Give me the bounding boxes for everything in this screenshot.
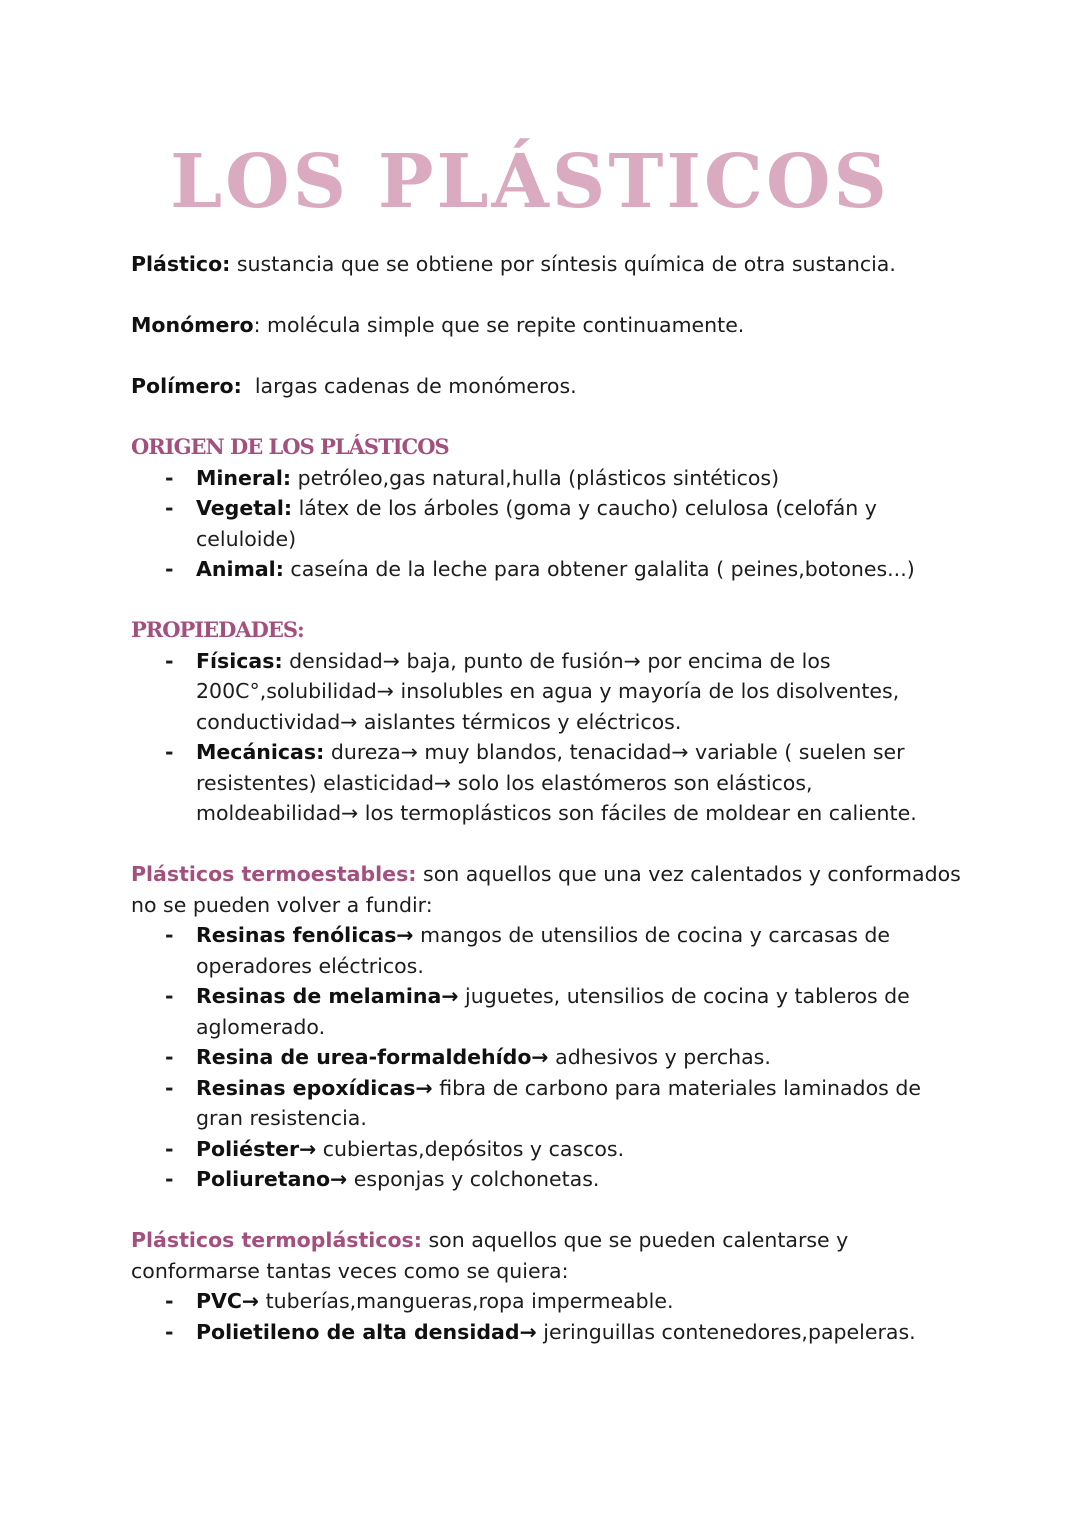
item-term: Mineral: <box>196 465 292 490</box>
definition-monomero <box>131 310 961 341</box>
list-item <box>131 1164 961 1195</box>
list-item <box>131 646 961 738</box>
section-heading-properties: PROPIEDADES: <box>131 617 304 642</box>
definition-text: largas cadenas de monómeros. <box>241 374 577 398</box>
item-text: esponjas y colchonetas. <box>347 1167 600 1191</box>
list-item <box>131 463 961 494</box>
item-text: juguetes, utensilios de cocina y tableros de aglomerado. <box>196 984 910 1039</box>
thermosets-list <box>131 920 961 1195</box>
item-term: Resina de urea-formaldehído→ <box>196 1045 549 1069</box>
thermoplastics-intro <box>131 1225 961 1286</box>
item-text: látex de los árboles (goma y caucho) celulosa (celofán y celuloide) <box>196 496 877 551</box>
item-text: dureza→ muy blandos, tenacidad→ variable ( suelen ser resistentes) elasticidad→ solo los elastómeros son elásticos, moldeabilidad→ los termoplásticos son fáciles de moldear en caliente. <box>196 740 917 825</box>
item-term: Resinas epoxídicas→ <box>196 1075 433 1100</box>
list-item <box>131 1073 961 1134</box>
item-text: tuberías,mangueras,ropa impermeable. <box>259 1289 674 1313</box>
origin-list <box>131 463 961 585</box>
definition-polimero <box>131 371 961 402</box>
thermosets-term: Plásticos termoestables: <box>131 862 417 886</box>
item-term: Mecánicas: <box>196 740 325 764</box>
definition-plastico <box>131 249 961 280</box>
item-text: fibra de carbono para materiales laminados de gran resistencia. <box>196 1075 921 1130</box>
item-term: PVC→ <box>196 1289 260 1313</box>
definition-text: sustancia que se obtiene por síntesis química de otra sustancia. <box>230 252 896 276</box>
definition-text: : molécula simple que se repite continuamente. <box>253 313 745 337</box>
item-term: Resinas fenólicas→ <box>196 923 414 947</box>
list-item <box>131 1042 961 1073</box>
item-term: Resinas de melamina→ <box>196 984 459 1008</box>
list-item <box>131 493 961 554</box>
definition-term: Plástico: <box>131 252 231 276</box>
list-item <box>131 554 961 585</box>
properties-list <box>131 646 961 829</box>
document-body <box>131 249 961 1378</box>
section-heading-origin: ORIGEN DE LOS PLÁSTICOS <box>131 434 449 459</box>
item-term: Vegetal: <box>196 496 293 520</box>
list-item <box>131 1317 961 1348</box>
item-term: Poliéster→ <box>196 1136 317 1161</box>
item-text: adhesivos y perchas. <box>548 1045 771 1069</box>
item-text: cubiertas,depósitos y cascos. <box>316 1136 625 1161</box>
definition-term: Polímero: <box>131 374 242 398</box>
thermosets-intro <box>131 859 961 920</box>
thermosets-text: son aquellos que una vez calentados y conformados no se pueden volver a fundir: <box>131 862 961 917</box>
item-text: jeringuillas contenedores,papeleras. <box>536 1319 916 1344</box>
list-item <box>131 737 961 829</box>
list-item <box>131 920 961 981</box>
definition-term: Monómero <box>131 313 254 337</box>
item-term: Físicas: <box>196 648 283 673</box>
thermoplastics-term: Plásticos termoplásticos: <box>131 1228 422 1252</box>
item-text: mangos de utensilios de cocina y carcasas de operadores eléctricos. <box>196 923 891 978</box>
item-text: densidad→ baja, punto de fusión→ por encima de los 200C°,solubilidad→ insolubles en agua y mayoría de los disolventes, conductividad→ aislantes térmicos y eléctricos. <box>196 648 900 734</box>
thermoplastics-list <box>131 1286 961 1347</box>
item-text: caseína de la leche para obtener galalita ( peines,botones...) <box>283 557 915 581</box>
list-item <box>131 1286 961 1317</box>
list-item <box>131 1134 961 1165</box>
thermoplastics-text: son aquellos que se pueden calentarse y conformarse tantas veces como se quiera: <box>131 1228 849 1283</box>
page-title: LOS PLÁSTICOS <box>170 139 890 225</box>
item-term: Animal: <box>196 557 284 581</box>
item-term: Polietileno de alta densidad→ <box>196 1319 537 1344</box>
item-text: petróleo,gas natural,hulla (plásticos sintéticos) <box>291 465 780 490</box>
list-item <box>131 981 961 1042</box>
item-term: Poliuretano→ <box>196 1167 348 1191</box>
